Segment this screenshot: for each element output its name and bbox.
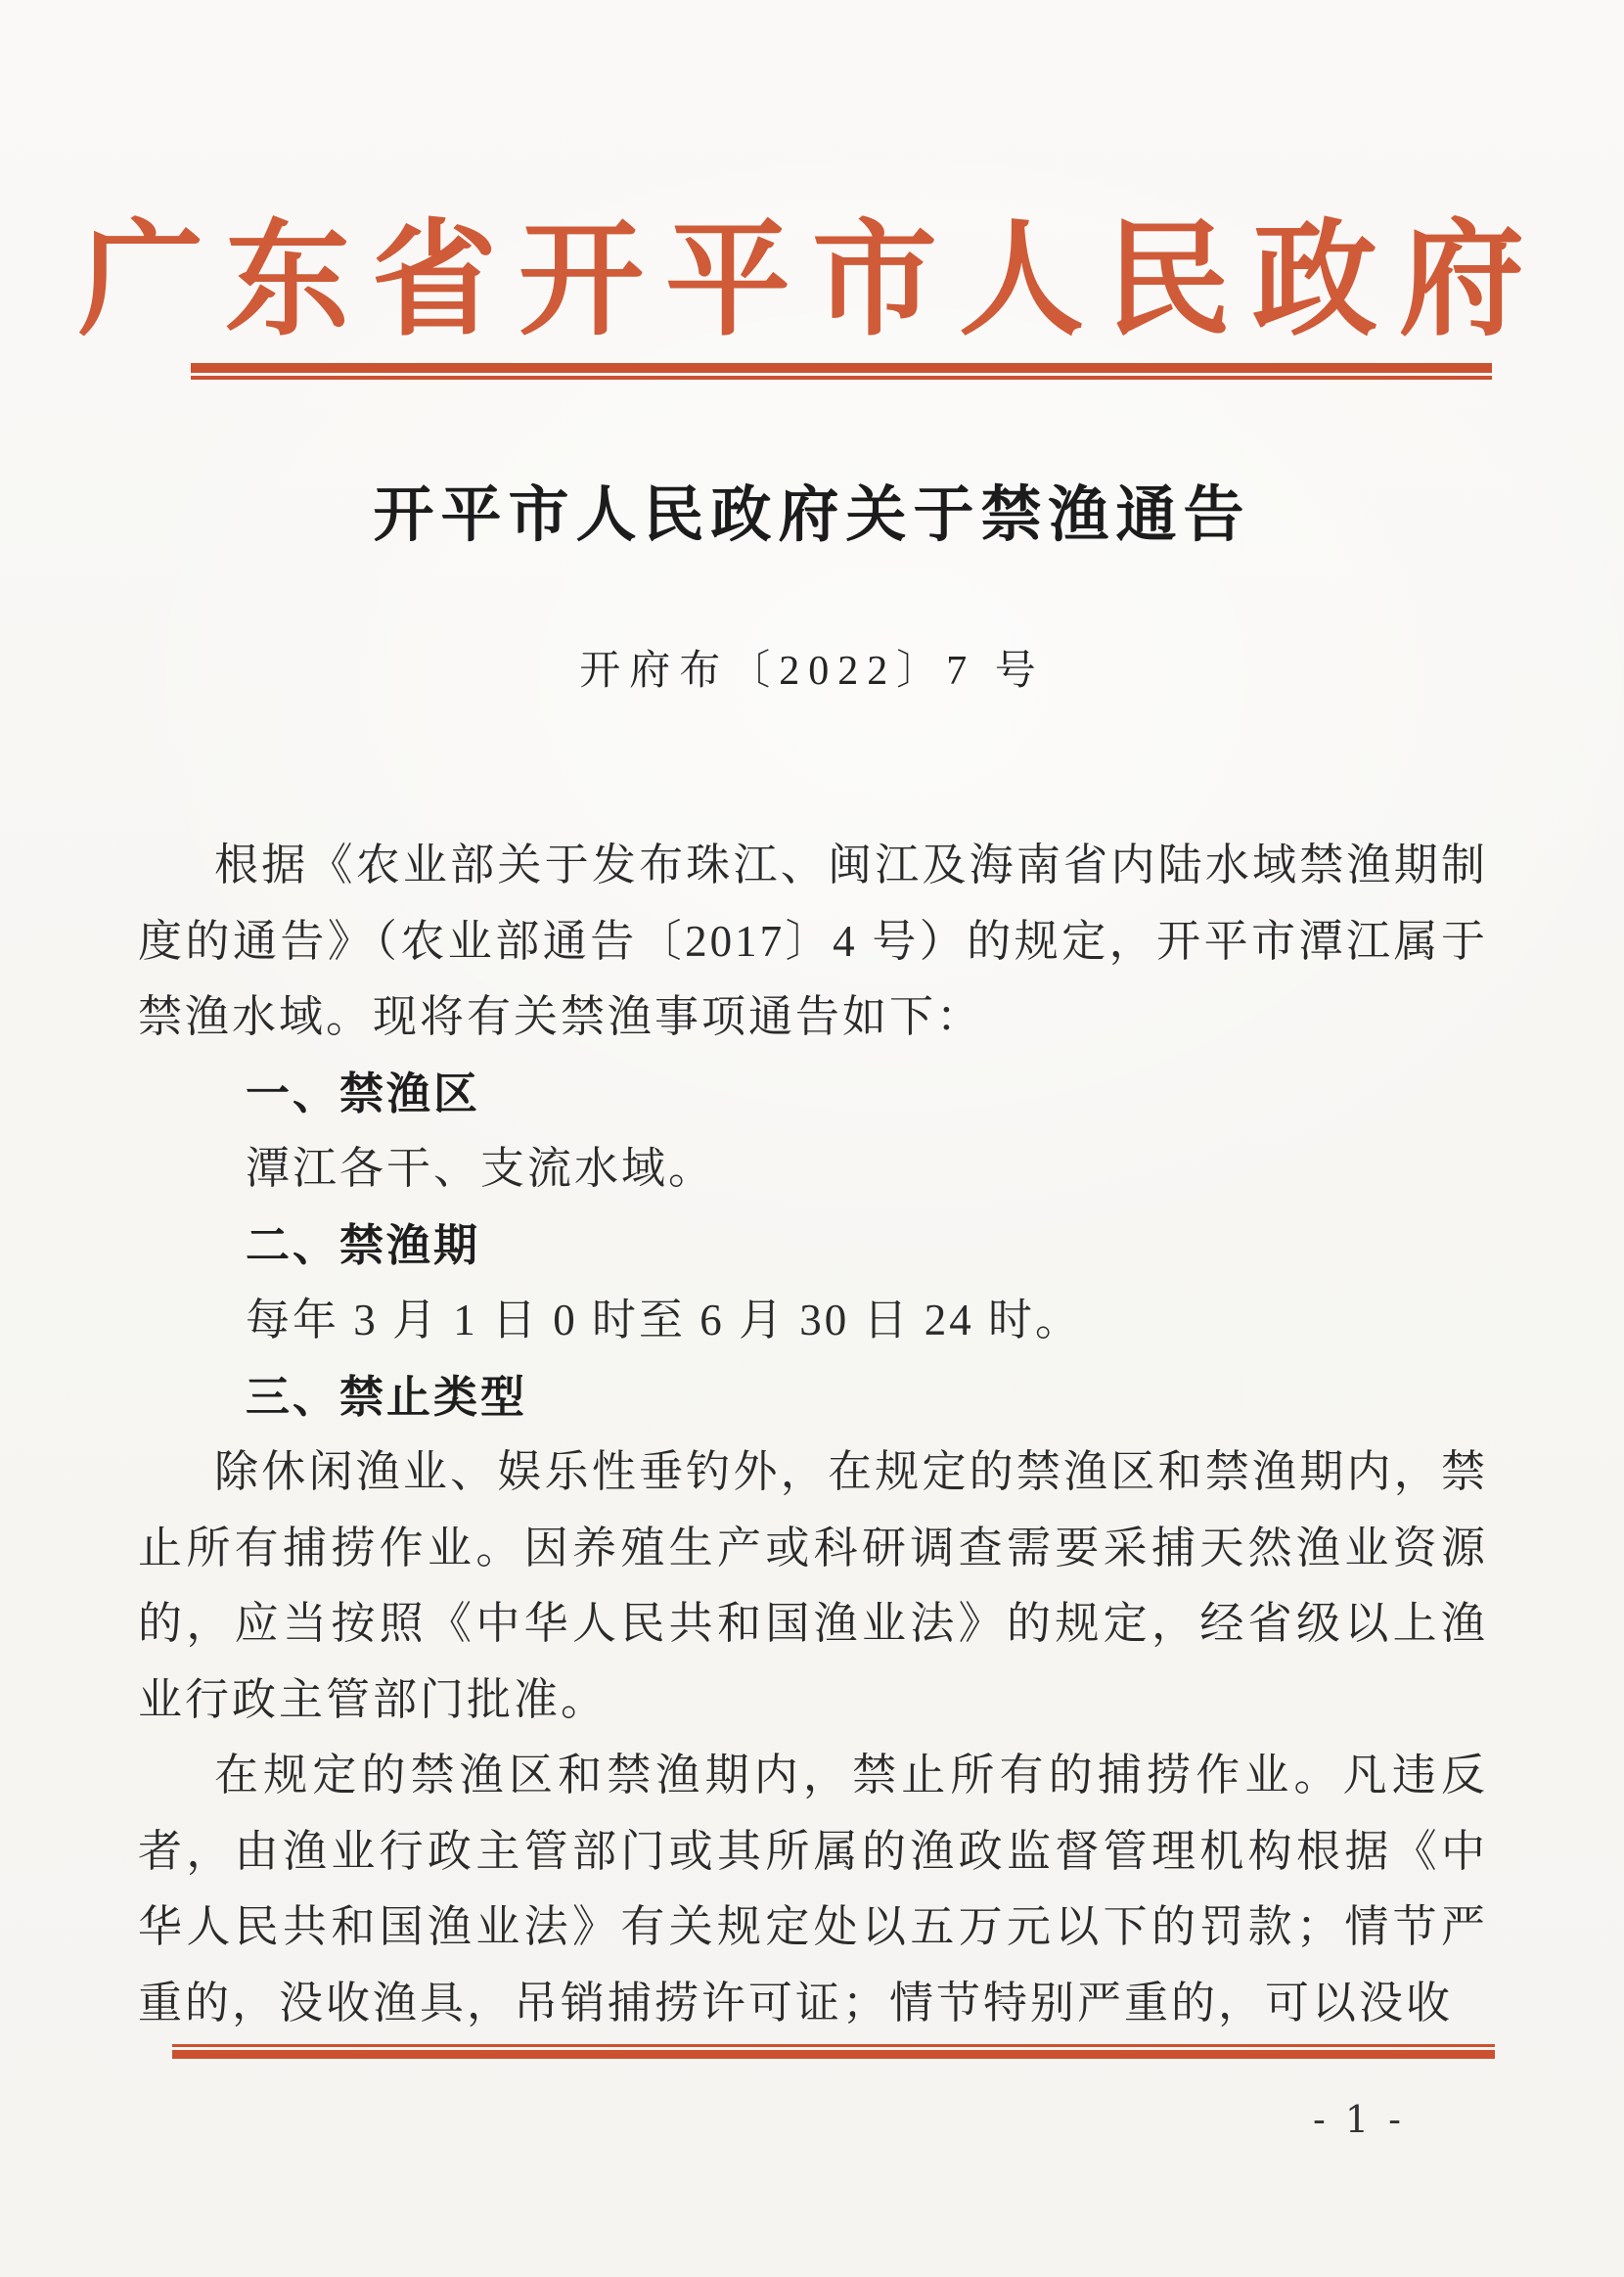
body-paragraph: 潭江各干、支流水域。 [246,1144,716,1193]
footer-divider-rule [172,2044,1495,2059]
body-paragraph: 除休闲渔业、娱乐性垂钓外，在规定的禁渔区和禁渔期内，禁止所有捕捞作业。因养殖生产或科研调查需要采捕天然渔业资源的，应当按照《中华人民共和国渔业法》的规定，经省级以上渔业行政主管部门批准。 [138,1447,1488,1724]
body-paragraph: 在规定的禁渔区和禁渔期内，禁止所有的捕捞作业。凡违反者，由渔业行政主管部门或其所属的渔政监督管理机构根据《中华人民共和国渔业法》有关规定处以五万元以下的罚款；情节严重的，没收渔具，吊销捕捞许可证；情节特别严重的，可以没收 [138,1751,1488,2027]
page-number: - 1 - [1313,2098,1406,2141]
section-heading: 一、禁渔区 [246,1067,481,1119]
section-heading: 二、禁渔期 [246,1218,481,1271]
body-paragraph: 每年 3 月 1 日 0 时至 6 月 30 日 24 时。 [246,1296,1083,1344]
document-number: 开府布〔2022〕7 号 [579,649,1045,694]
body-paragraph: 根据《农业部关于发布珠江、闽江及海南省内陆水域禁渔期制度的通告》（农业部通告〔2017〕4 号）的规定，开平市潭江属于禁渔水域。现将有关禁渔事项通告如下： [138,841,1488,1041]
document-title: 开平市人民政府关于禁渔通告 [373,482,1251,549]
section-heading: 三、禁止类型 [246,1370,528,1423]
government-masthead: 广东省开平市人民政府 [77,211,1546,350]
document-body [138,828,1488,2041]
masthead-divider-rule [191,363,1492,380]
